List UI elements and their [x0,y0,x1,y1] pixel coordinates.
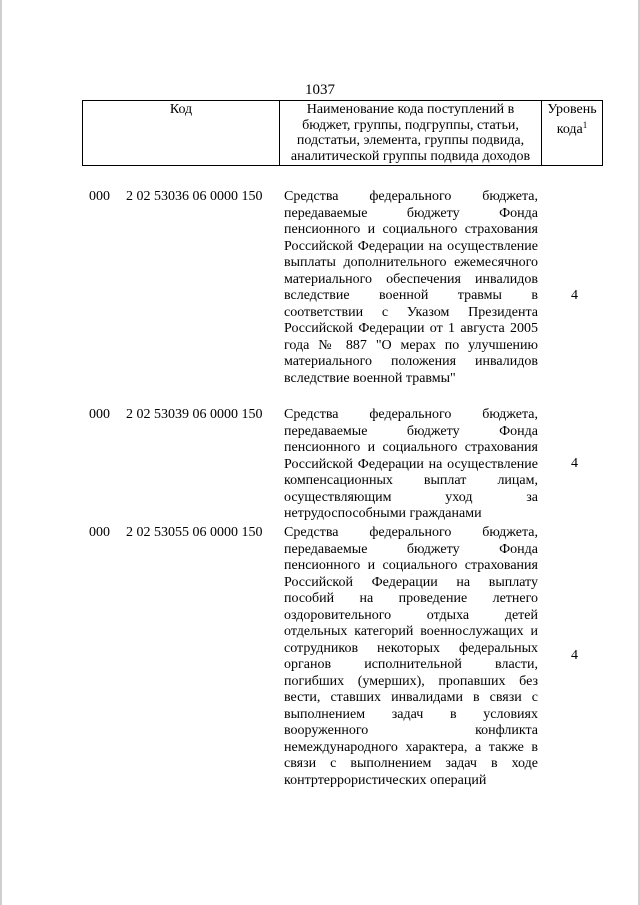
revenue-name: Средства федерального бюджета, передаваемые бюджету Фонда пенсионного и социального страхования Российской Федерации на выплату пособий на проведение летнего оздоровительного отдыха детей отдельных категорий военнослужащих и сотрудников некоторых федеральных органов исполнительной власти, погибших (умерших), пропавших без вести, ставших инвалидами в связи с выполнением задач в условиях вооруженного конфликта немеждународного характера, а также в связи с выполнением задач в ходе контртеррористических операций [284,525,538,788]
revenue-code: 2 02 53039 06 0000 150 [126,407,263,422]
code-level: 4 [571,648,578,663]
header-level: Уровень кода$^1$ [542,101,603,166]
admin-code: 000 [89,525,110,540]
footnote-marker: 1 [582,119,588,130]
code-level: 4 [571,288,578,303]
page-number: 1037 [305,82,335,98]
code-level: 4 [571,456,578,471]
revenue-name: Средства федерального бюджета, передаваемые бюджету Фонда пенсионного и социального страхования Российской Федерации на осуществление компенсационных выплат лицам, осуществляющим уход за нетрудоспособными гражданами [284,407,538,521]
admin-code: 000 [89,407,110,422]
revenue-code: 2 02 53055 06 0000 150 [126,525,263,540]
revenue-code: 2 02 53036 06 0000 150 [126,189,263,204]
revenue-name: Средства федерального бюджета, передаваемые бюджету Фонда пенсионного и социального страхования Российской Федерации на осуществление выплаты дополнительного ежемесячного материального обеспечения инвалидов вследствие военной травмы в соответствии с Указом Президента Российской Федерации от 1 августа 2005 года № 887 "О мерах по улучшению материального положения инвалидов вследствие военной травмы" [284,189,538,386]
header-name: Наименование кода поступлений в бюджет, группы, подгруппы, статьи, подстатьи, элемента, группы подвида, аналитической группы подвида доходов [280,101,542,166]
admin-code: 000 [89,189,110,204]
scan-edge-left [0,0,2,905]
header-code: Код [83,101,280,166]
table-header [82,100,603,166]
